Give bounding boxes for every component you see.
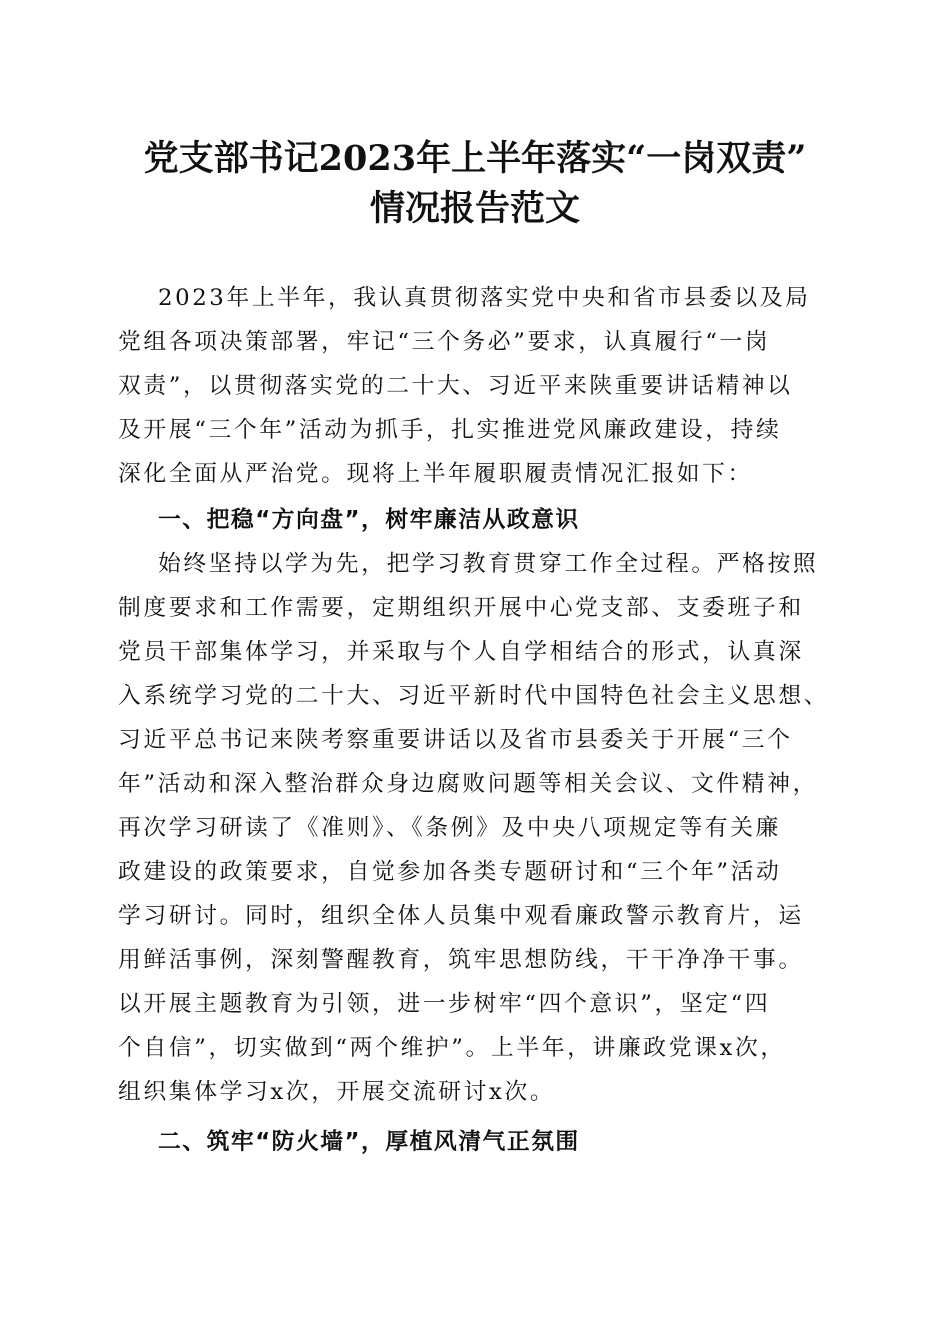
intro-line: 双责”，以贯彻落实党的二十大、习近平来陕重要讲话精神以 [118, 373, 793, 399]
section-1-line: 再次学习研读了《准则》、《条例》及中央八项规定等有关廉 [118, 815, 781, 841]
intro-line: 深化全面从严治党。现将上半年履职履责情况汇报如下： [118, 461, 753, 487]
intro-line: 及开展“三个年”活动为抓手，扎实推进党风廉政建设，持续 [118, 417, 782, 443]
section-1-line: 始终坚持以学为先，把学习教育贯穿工作全过程。严格按照 [158, 551, 819, 577]
section-1-line: 学习研讨。同时，组织全体人员集中观看廉政警示教育片，运 [118, 903, 804, 929]
section-1-line: 党员干部集体学习，并采取与个人自学相结合的形式，认真深 [118, 639, 804, 665]
section-1-line: 年”活动和深入整治群众身边腐败问题等相关会议、文件精神， [118, 771, 818, 797]
section-1-line: 用鲜活事例，深刻警醒教育，筑牢思想防线，干干净净干事。 [118, 947, 804, 973]
section-1-line: 以开展主题教育为引领，进一步树牢“四个意识”，坚定“四 [118, 991, 771, 1017]
document-title-line-1: 党支部书记2023年上半年落实“一岗双责” [143, 138, 807, 179]
document-title-line-2: 情况报告范文 [369, 188, 580, 229]
section-1-line: 习近平总书记来陕考察重要讲话以及省市县委关于开展“三个 [118, 727, 793, 753]
section-1-line: 个自信”，切实做到“两个维护”。上半年，讲廉政党课x次， [118, 1035, 786, 1061]
section-1-line: 组织集体学习x次，开展交流研讨x次。 [118, 1079, 556, 1105]
intro-line: 党组各项决策部署，牢记“三个务必”要求，认真履行“一岗 [118, 329, 771, 355]
section-1-line: 入系统学习党的二十大、习近平新时代中国特色社会主义思想、 [118, 683, 830, 709]
section-1-line: 制度要求和工作需要，定期组织开展中心党支部、支委班子和 [118, 595, 804, 621]
section-2-heading: 二、筑牢“防火墙”，厚植风清气正氛围 [158, 1129, 580, 1155]
section-1-heading: 一、把稳“方向盘”，树牢廉洁从政意识 [158, 507, 580, 533]
section-1-line: 政建设的政策要求，自觉参加各类专题研讨和“三个年”活动 [118, 859, 782, 885]
intro-line: 2023年上半年，我认真贯彻落实党中央和省市县委以及局 [158, 285, 811, 311]
